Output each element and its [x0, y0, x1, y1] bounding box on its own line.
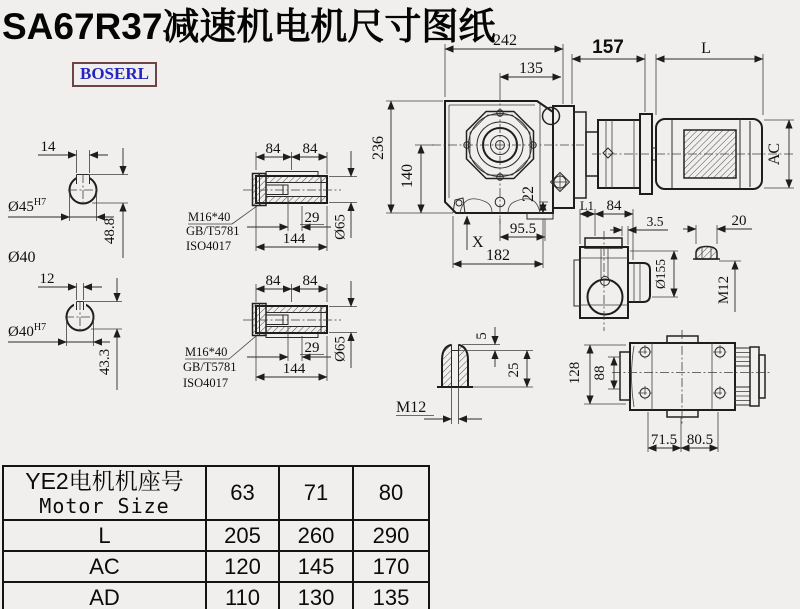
table-row-AC — [3, 551, 429, 582]
dim-key-width-a: 14 — [40, 139, 56, 155]
dim-bottom-width-right: 80.5 — [686, 432, 714, 448]
label-bolt-bottom: M16*40 — [185, 345, 228, 359]
header-size-71: 71 — [279, 466, 353, 520]
solid-shaft-section-view — [8, 139, 128, 266]
shaft-cover-top-view — [186, 141, 357, 253]
header-size-63: 63 — [206, 466, 279, 520]
dim-half-base: 95.5 — [509, 221, 537, 237]
dim-total-len-top: 144 — [282, 231, 306, 247]
dim-bottom-width-left: 71.5 — [650, 432, 678, 448]
dim-cover-dia-bottom: Ø65 — [332, 336, 349, 362]
dim-center-to-right: 135 — [519, 60, 543, 77]
dim-bottom-height-outer: 128 — [567, 361, 583, 385]
cell-AC-80: 170 — [353, 551, 429, 582]
dim-key-length: 25 — [506, 362, 522, 378]
label-marker-x: X — [472, 234, 484, 251]
dim-side-l1: L1 — [580, 199, 594, 213]
shaft-end-key-detail — [396, 327, 533, 424]
label-std1-top: GB/T5781 — [186, 224, 240, 238]
hollow-shaft-section-view — [8, 271, 122, 390]
gearbox-bottom-view — [567, 330, 772, 452]
label-bore-a: $Ø45^{H7}$ — [8, 197, 47, 215]
dim-side-width: 84 — [606, 198, 622, 214]
dim-side-offset: 3.5 — [646, 214, 664, 229]
dim-base: 182 — [486, 247, 510, 264]
brand-logo: BOSERL — [72, 62, 157, 87]
gearbox-side-view — [574, 198, 752, 331]
dim-side-thread: M12 — [716, 275, 732, 305]
cell-AD-63: 110 — [206, 582, 279, 609]
dim-cover-seg1-bottom: 84 — [265, 273, 281, 289]
dim-total-len-bottom: 144 — [282, 361, 306, 377]
cell-AD-80: 135 — [353, 582, 429, 609]
label-bore-b: $Ø40^{H7}$ — [8, 322, 47, 340]
dim-motor-length: L — [701, 40, 711, 57]
dim-housing-height: 236 — [370, 136, 387, 160]
dim-keyway-height-a: 48.8 — [102, 217, 118, 245]
label-shaft-od: Ø40 — [8, 249, 36, 266]
dim-bottom-height-inner: 88 — [592, 365, 608, 381]
dim-cover-seg2-top: 84 — [302, 141, 318, 157]
dim-center-height: 140 — [399, 164, 416, 188]
gearbox-front-view — [370, 32, 584, 268]
header-motor-size — [3, 466, 206, 520]
dim-key-depth: 5 — [474, 332, 490, 340]
dim-foot-step: 22 — [520, 186, 537, 202]
label-std2-top: ISO4017 — [186, 239, 232, 253]
cell-L-63: 205 — [206, 520, 279, 551]
dim-keyway-height-b: 43.3 — [97, 348, 113, 376]
cell-AC-63: 120 — [206, 551, 279, 582]
row-label-L: L — [3, 520, 206, 551]
dim-thread-len-top: 29 — [304, 210, 320, 226]
cell-L-71: 260 — [279, 520, 353, 551]
label-std2-bottom: ISO4017 — [183, 376, 229, 390]
cell-AD-71: 130 — [279, 582, 353, 609]
dim-flange-dia: Ø155 — [653, 259, 668, 289]
dim-cover-seg2-bottom: 84 — [302, 273, 318, 289]
table-row-L — [3, 520, 429, 551]
dim-cover-seg1-top: 84 — [265, 141, 281, 157]
dim-adapter-length: 157 — [592, 37, 624, 58]
dim-motor-dia: AC — [766, 142, 783, 166]
row-label-AC: AC — [3, 551, 206, 582]
table-row-AD — [3, 582, 429, 609]
header-motor-size-en: Motor Size — [39, 493, 170, 518]
dim-housing-width: 242 — [493, 32, 517, 49]
header-size-80: 80 — [353, 466, 429, 520]
cell-L-80: 290 — [353, 520, 429, 551]
row-label-AD: AD — [3, 582, 206, 609]
dim-cover-dia-top: Ø65 — [332, 214, 349, 240]
dim-stud-width: 20 — [731, 213, 747, 229]
dim-detail-thread: M12 — [396, 399, 427, 416]
label-std1-bottom: GB/T5781 — [183, 360, 237, 374]
dim-thread-len-bottom: 29 — [304, 340, 320, 356]
page-title: SA67R37减速机电机尺寸图纸 — [2, 6, 496, 47]
dim-key-width-b: 12 — [39, 271, 55, 287]
cell-AC-71: 145 — [279, 551, 353, 582]
table-header-row — [3, 466, 429, 520]
shaft-cover-bottom-view — [183, 273, 357, 390]
motor-assembly-view — [572, 37, 795, 198]
header-motor-size-cn: YE2电机机座号 — [25, 467, 184, 494]
label-bolt-top: M16*40 — [188, 210, 231, 224]
motor-size-table — [2, 465, 430, 609]
